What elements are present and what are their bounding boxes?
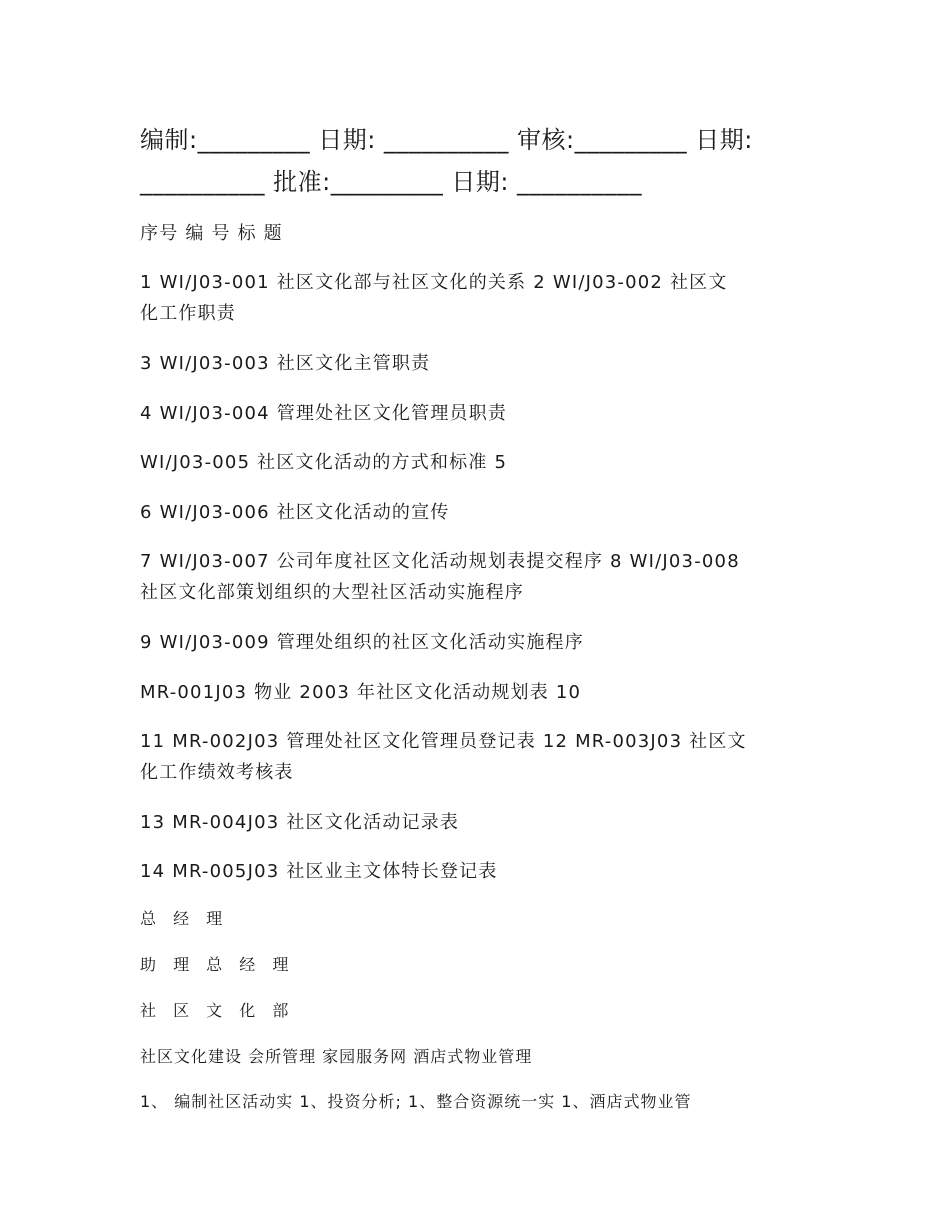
org-community-culture-dept: 社 区 文 化 部 xyxy=(140,1001,295,1020)
org-tasks: 1、 编制社区活动实 1、投资分析; 1、整合资源统一实 1、酒店式物业管 xyxy=(140,1092,692,1111)
list-item: 4 WI/J03-004 管理处社区文化管理员职责 xyxy=(140,403,508,424)
list-item: WI/J03-005 社区文化活动的方式和标准 5 xyxy=(140,452,508,473)
list-item: 6 WI/J03-006 社区文化活动的宣传 xyxy=(140,502,450,523)
org-assistant-gm: 助 理 总 经 理 xyxy=(140,955,295,974)
list-item: 14 MR-005J03 社区业主文体特长登记表 xyxy=(140,861,498,882)
list-item: 社区文化部策划组织的大型社区活动实施程序 xyxy=(140,582,524,603)
list-item: 13 MR-004J03 社区文化活动记录表 xyxy=(140,812,460,833)
list-item: 化工作绩效考核表 xyxy=(140,762,294,783)
approval-line-2: __________ 批准:_________ 日期: __________ xyxy=(140,168,643,196)
list-item: MR-001J03 物业 2003 年社区文化活动规划表 10 xyxy=(140,682,582,703)
org-general-manager: 总 经 理 xyxy=(140,909,229,928)
list-item: 1 WI/J03-001 社区文化部与社区文化的关系 2 WI/J03-002 社区文 xyxy=(140,272,728,293)
org-functions: 社区文化建设 会所管理 家园服务网 酒店式物业管理 xyxy=(140,1047,533,1066)
list-item: 3 WI/J03-003 社区文化主管职责 xyxy=(140,353,431,374)
list-item: 9 WI/J03-009 管理处组织的社区文化活动实施程序 xyxy=(140,632,584,653)
list-item: 11 MR-002J03 管理处社区文化管理员登记表 12 MR-003J03 社区文 xyxy=(140,731,747,752)
approval-line-1: 编制:_________ 日期: __________ 审核:_________ 日期: xyxy=(140,126,753,154)
list-item: 化工作职责 xyxy=(140,303,236,324)
table-header: 序号 编 号 标 题 xyxy=(140,223,283,244)
list-item: 7 WI/J03-007 公司年度社区文化活动规划表提交程序 8 WI/J03-008 xyxy=(140,551,740,572)
